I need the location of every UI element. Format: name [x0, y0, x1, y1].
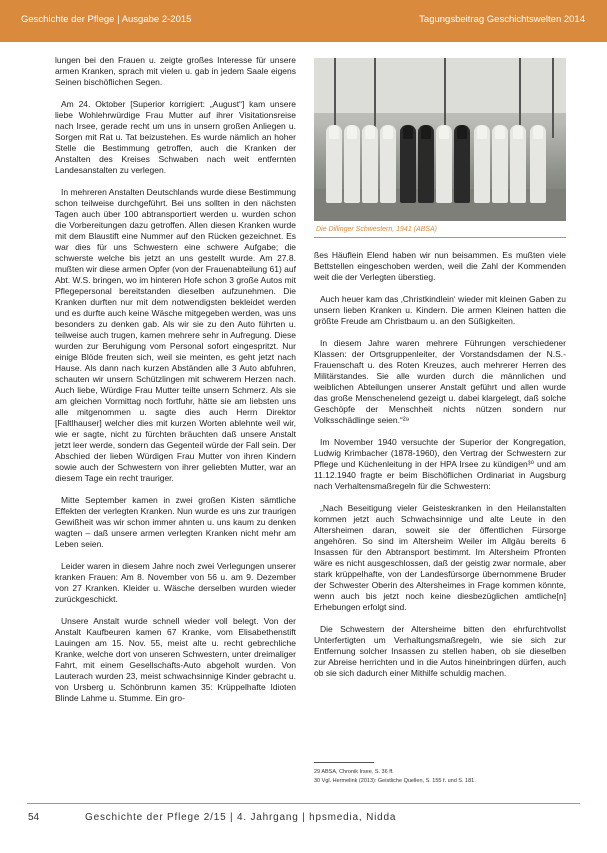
paragraph: In diesem Jahre waren mehrere Führungen verschiedener Klassen: der Ortsgruppenleiter, der Vorstandsdamen der N.S.-Frauenschaft u. des Roten Kreuzes, auch mehrerer Herren des Militärstandes. Sie alle wurden durch die männlichen und weiblichen Abteilungen unserer Anstalt geführt und allen wurde das große Menschenelend gezeigt u. dabei klargelegt, daß solche Geschöpfe der Menschheit nichts nützen sondern nur Volksschädlinge seien.“²⁹: [314, 338, 566, 425]
tree: [552, 58, 554, 138]
footer-rule: [27, 803, 580, 804]
footnote: 30 Vgl. Hermelink (2013): Geistliche Quellen, S. 155 f. und S. 181.: [314, 778, 476, 784]
paragraph: Die Schwestern der Altersheime bitten den ehrfurchtvollst Unterfertigten um Verhaltungsmaßregeln, wie sie sich zur Entfernung solcher Insassen zu stellen haben, ob sie dieselben zur Abreise herrichten und in die Autos hineinbringen dürfen, auch ob sie sich dadurch einer Mithilfe schuldig machen.: [314, 624, 566, 678]
nun-figure: [400, 125, 416, 203]
footnote-rule: [314, 762, 374, 763]
right-column: [314, 250, 566, 690]
nun-figure: [418, 125, 434, 203]
header-bar: [0, 0, 607, 42]
nun-figure: [380, 125, 396, 203]
paragraph: Unsere Anstalt wurde schnell wieder voll belegt. Von der Anstalt Kaufbeuren kamen 67 Kranke, vom Elisabethenstift Lauingen am 15. Nov. 55, meist alte u. recht gebrechliche Kranke, welche dort von unseren Schwestern, unter dreimaliger Fahrt, mit einem Gesellschafts-Auto abgeholt wurden. Von Lauterach wurden 23, meist schwachsinnige Kinder gebracht u. von Ursberg u. Schönbrunn kamen 35: Krüppelhafte Idioten Blinde Lahme u. Stumme. Ein gro-: [55, 616, 296, 703]
paragraph: Am 24. Oktober [Superior korrigiert: „August“] kam unsere liebe Wohlehrwürdige Frau Mutter auf ihrer Visitationsreise nach Irsee, gerade recht um uns in unsern großen Anliegen u. Sorgen mit Rat u. Tat beizustehen. Es wurde nämlich an hoher Stelle die Bestimmung getroffen, auch die Kranken der Anstalten des Kreises Schwaben nach weit entfernten Landesanstalten zu verlegen.: [55, 99, 296, 175]
nun-figure: [474, 125, 490, 203]
page-number: 54: [28, 812, 40, 823]
paragraph: Leider waren in diesem Jahre noch zwei Verlegungen unserer kranken Frauen: Am 8. November von 56 u. am 9. Dezember von 27 Kranken. Kleider u. Wäsche derselben wurden wieder zurückgeschickt.: [55, 561, 296, 604]
caption-divider: [314, 237, 566, 238]
nun-figure: [326, 125, 342, 203]
nun-figure: [362, 125, 378, 203]
paragraph: lungen bei den Frauen u. zeigte großes Interesse für unsere armen Kranken, sprach mit vielen u. gab in jedem Saale eigens Seinen bischöflichen Segen.: [55, 55, 296, 87]
paragraph: Im November 1940 versuchte der Superior der Kongregation, Ludwig Krimbacher (1878-1960), den Vertrag der Schwestern zur Pflege und Küchenleitung in der HPA Irsee zu kündigen³⁰ und am 11.12.1940 fragte er beim Bischöflichen Ordinariat in Augsburg nach Verhaltensmaßregeln für die Schwestern:: [314, 437, 566, 491]
nun-figure: [436, 125, 452, 203]
footnotes: [314, 768, 566, 786]
photo-sky: [314, 58, 566, 113]
paragraph: ßes Häuflein Elend haben wir nun beisammen. Es mußten viele Bettstellen eingeschoben werden, weil die Zahl der Kommenden weit die der Verlegten überstieg.: [314, 250, 566, 282]
paragraph: In mehreren Anstalten Deutschlands wurde diese Bestimmung schon teilweise durchgeführt. Bei uns sollten in den nächsten Tagen auch über 100 abtransportiert werden u. wurden schon die Vorbereitungen dazu getroffen. Allen diesen Kranken wurde mit dem Blaustift eine Nummer auf den Rücken gezeichnet. Es war dies für uns Schwestern eine schwere Aufgabe; die schwerste welche bis jetzt an uns gestellt wurde. Am 27.8. mußten wir diese armen Opfer (von der Frauenabteilung 61) auf Abt. W.S. bringen, wo im hinteren Hofe schon 3 große Autos mit Pflegepersonal bereitstanden dieselben aufzunehmen. Die Kranken durften nur mit dem notwendigsten bekleidet werden und es durfte auch keine Wäsche mitgegeben werden, was uns besonders zu denken gab. Als wir sie zu den Auto führten u. teilweise auch trugen, kamen mehrere sehr in Aufregung. Diese wurden zur Beruhigung vom Personal sofort eingespritzt. Nur einige Blöde freuten sich, weil sie meinten, es geht jetzt nach Hause. Als dann nach kurzen Abständen alle 3 Auto abfuhren, schauten wir unsern Schützlingen mit schwerem Herzen nach. Auch liebe, Würdige Frau Mutter teilte unsern Schmerz. Als sie am gleichen Vormittag noch fortfuhr, hätte sie am liebsten uns alle mitgenommen u. sagte dies auch Herrn Direktor [Faltlhauser] welcher dies mit kurzen Worten ablehnte weil wir, wie er sagte, nicht zu fürchten bräuchten daß unsere Anstalt jetzt leer werde, sondern das Gegenteil würde der Fall sein. Der Abschied der lieben Würdigen Frau Mutter von ihren Kindern sowie auch der Schwestern von ihrer geliebten Mutter, war an diesem Tage ein recht trauriger.: [55, 187, 296, 483]
footer-text: Geschichte der Pflege 2/15 | 4. Jahrgang | hpsmedia, Nidda: [85, 812, 397, 823]
nun-figure: [344, 125, 360, 203]
nun-figure: [510, 125, 526, 203]
nun-figure: [530, 125, 546, 203]
nun-figure: [454, 125, 470, 203]
paragraph: Auch heuer kam das ‚Christkindlein‘ wieder mit kleinen Gaben zu unsern lieben Kranken u. Kindern. Die armen Kleinen hatten die größte Freude am Christbaum u. an den Süßigkeiten.: [314, 294, 566, 326]
nun-figure: [492, 125, 508, 203]
photo-caption: Die Dillinger Schwestern, 1941 (ABSA): [316, 226, 437, 233]
footnote: 29 ABSA, Chronik Irsee, S. 36 ff.: [314, 769, 394, 775]
historic-photo: [314, 58, 566, 221]
section-title: Tagungsbeitrag Geschichtswelten 2014: [419, 14, 585, 25]
paragraph: Mitte September kamen in zwei großen Kisten sämtliche Effekten der verlegten Kranken. Nun wurde es uns zur traurigen Gewißheit was wir schon immer ahnten u. uns kaum zu denken wagten – daß unsere armen verlegten Kranken nicht mehr am Leben seien.: [55, 495, 296, 549]
left-column: [55, 55, 296, 715]
quote-paragraph: „Nach Beseitigung vieler Geisteskranken in den Heilanstalten kommen jetzt auch Schwachsinnige und alte Leute in den Altersheimen daran, soweit sie der öffentlichen Fürsorge angehören. So sind im Altersheim Weiler im Allgäu bereits 6 Insassen für den Abtransport bestimmt. Im Altersheim Pfronten wäre es nicht ausgeschlossen, daß der geistig zwar normale, aber stark krüppelhafte, von der Landesfürsorge übernommene Bruder der Schwester Oberin des Altersheimes in Frage kommen könnte, wenn auch bis jetzt noch keine diesbezüglichen amtliche[n] Erhebungen erfolgt sind.: [314, 503, 566, 612]
journal-title: Geschichte der Pflege | Ausgabe 2-2015: [21, 14, 192, 25]
